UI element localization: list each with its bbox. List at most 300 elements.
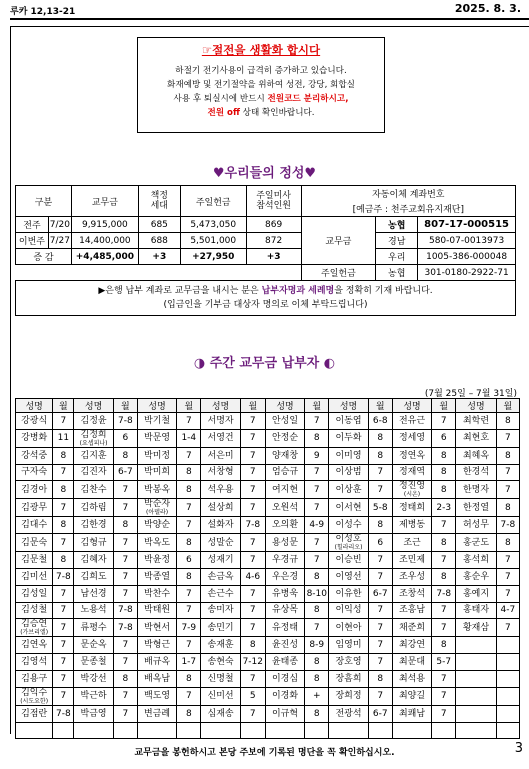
donor-name: 한정열 [456,499,496,517]
account-number: 807-17-000515 [418,217,516,233]
note-text: ▶은행 납부 계좌로 교무금을 내시는 분은 [98,286,262,296]
donor-month [496,654,519,671]
account-bank: 농협 [376,217,418,233]
donor-name: 김점란 [16,705,53,722]
donor-name: 강석중 [16,447,53,464]
donor-month: 7 [53,670,74,687]
col-header-month: 월 [368,399,392,413]
donor-month: 8 [305,602,329,619]
donor-name: 박종열 [137,568,176,585]
donor-month: 7 [240,534,265,552]
offering-note [16,281,516,316]
donor-name: 송민기 [201,619,240,637]
donor-name: 오원석 [265,499,304,517]
donor-name: 임영미 [329,637,368,654]
donor-month: 7 [368,464,392,481]
col-header-name: 성명 [329,399,368,413]
footer-notice: 교무금을 봉헌하시고 본당 주보에 기록된 명단을 꼭 확인하십시오. [134,748,395,758]
donor-month: 7 [432,705,456,722]
donor-name: 장호영 [329,654,368,671]
row-mass: 869 [246,217,301,233]
donor-month: 8 [305,654,329,671]
donor-month: 8 [496,499,519,517]
donor-name: 박미정 [137,447,176,464]
donor-name: 이영선 [329,568,368,585]
donor-month: 7 [53,464,74,481]
donor-month: 8 [496,413,519,430]
donor-month: 7 [240,464,265,481]
header-mass: 주일미사 참석인원 [246,186,301,217]
donor-month: 7 [240,619,265,637]
donor-name [392,722,431,739]
notice-title: ☞절전을 생활화 합시다 [201,43,321,57]
row-total: 14,400,000 [71,233,138,249]
donor-name: 류평수 [74,619,113,637]
donor-name: 김경아 [16,481,53,499]
donor-name: 최양길 [392,687,431,705]
donor-name: 유정태 [265,619,304,637]
donor-month: 8 [177,670,201,687]
donor-name: 박강선 [74,670,113,687]
col-header-month: 월 [496,399,519,413]
donor-name: 최혜옥 [456,447,496,464]
donor-name [456,654,496,671]
col-header-month: 월 [53,399,74,413]
donor-name: 윤태종 [265,654,304,671]
donor-month: 7 [432,552,456,569]
account-number: 580-07-0013973 [418,233,516,249]
donor-month: 8 [432,637,456,654]
account-bank: 농협 [376,265,418,281]
donors-header-row [16,399,520,413]
donor-month: 7 [368,602,392,619]
donor-month: 7 [305,413,329,430]
donor-month: 8 [496,447,519,464]
donor-month: 5-8 [368,499,392,517]
table-row [16,705,520,722]
donor-name: 문종철 [74,654,113,671]
donor-name: 김지훈 [74,447,113,464]
donor-name: 박기철 [137,413,176,430]
donor-month: 8 [432,447,456,464]
row-date: 7/27 [48,233,71,249]
donor-name: 김희도 [74,568,113,585]
donor-month: 7 [177,517,201,534]
donor-name-main: 김익수 [21,687,48,698]
donor-name-main: 정진영 [398,481,426,492]
donor-name: 박현서 [137,619,176,637]
donor-month [496,705,519,722]
notice-line [144,106,378,120]
donor-name: 이승빈 [329,552,368,569]
donor-name: 조우성 [392,568,431,585]
donor-month: 8 [305,429,329,447]
donor-name: 최쾌남 [392,705,431,722]
donor-name: 박근하 [74,687,113,705]
donor-name: 조흥남 [392,602,431,619]
donor-name: 박양순 [137,517,176,534]
donors-section-title: ◑ 주간 교무금 납부자 ◐ [193,356,336,371]
offering-table [15,185,516,316]
donor-month: 7 [53,499,74,517]
donor-month: 7 [53,602,74,619]
donor-month: 1-4 [177,429,201,447]
donor-name: 박윤정 [137,552,176,569]
donor-name: 김영석 [16,654,53,671]
donor-name [137,722,176,739]
table-row [16,447,520,464]
donor-name: 성재기 [201,552,240,569]
note-emphasis: 납부자명과 세례명 [261,286,335,296]
col-header-month: 월 [177,399,201,413]
row-label: 이번주 [16,233,49,249]
donor-month: 8 [177,534,201,552]
donor-month: 7-12 [240,654,265,671]
donor-month: 6 [177,552,201,569]
donor-month: 7 [113,568,137,585]
donor-month: 7 [177,499,201,517]
donor-month: 7-8 [113,602,137,619]
donor-name [201,722,240,739]
donor-name: 김광무 [16,499,53,517]
donor-name-main: 이성호 [335,534,362,545]
donor-month: 8 [177,464,201,481]
donor-month: 7 [53,413,74,430]
donor-name: 김문철 [16,552,53,569]
donor-name: 남선경 [74,585,113,602]
blank-cell [16,265,302,281]
donor-name: 이현아 [329,619,368,637]
account-bank: 경남 [376,233,418,249]
donor-month: 8 [53,517,74,534]
donor-month: 7 [53,619,74,637]
donor-name: 이유한 [329,585,368,602]
header-sunday: 주일헌금 [180,186,246,217]
donor-month: 7 [368,568,392,585]
donor-name: 강광식 [16,413,53,430]
donor-month: 7 [53,534,74,552]
donor-name: 이규혁 [265,705,304,722]
table-row [16,552,520,569]
donor-name: 김하림 [74,499,113,517]
col-header-month: 월 [305,399,329,413]
donor-month: 5-7 [432,654,456,671]
donor-name: 배규옥 [137,654,176,671]
table-row [16,464,520,481]
table-row [16,429,520,447]
donor-month: 7 [113,534,137,552]
donor-month: 8 [113,670,137,687]
table-row [16,413,520,430]
donor-baptismal-name: (시도요한) [20,697,49,705]
donor-name: 이익성 [329,602,368,619]
donor-month [113,722,137,739]
donor-baptismal-name: (가브리엘) [20,629,49,637]
donor-name: 성말순 [201,534,240,552]
donor-name: 박금영 [74,705,113,722]
donor-name: 이경화 [265,687,304,705]
row-total: +4,485,000 [71,249,138,265]
donor-name: 홍순우 [456,568,496,585]
donor-month: 6-7 [368,585,392,602]
notice-body [144,64,378,120]
donor-name: 전광석 [329,705,368,722]
donor-name: 구자숙 [16,464,53,481]
account-group-sunday: 주일헌금 [301,265,376,281]
account-number: 301-0180-2922-71 [418,265,516,281]
donor-month: 6-7 [113,464,137,481]
donor-month: 8 [177,705,201,722]
donor-name: 안성일 [265,413,304,430]
donor-month: 7 [496,619,519,637]
donor-baptismal-name: (요셉피나) [79,439,108,447]
col-header-month: 월 [240,399,265,413]
donor-name: 이경심 [265,670,304,687]
donor-month: 7 [113,585,137,602]
donor-name: 김한경 [74,517,113,534]
donor-name [16,619,53,637]
donor-month: 7 [305,499,329,517]
donor-name: 이미영 [329,447,368,464]
donor-month: 7 [177,602,201,619]
donor-month [496,670,519,687]
donor-name: 우경규 [265,552,304,569]
donor-month: 8 [113,517,137,534]
donor-month: 5 [240,687,265,705]
table-row [16,670,520,687]
donor-month: 8 [305,705,329,722]
col-header-name: 성명 [201,399,240,413]
donor-name: 홍태자 [456,602,496,619]
donor-name: 유병욱 [265,585,304,602]
donor-name: 양재창 [265,447,304,464]
donor-name [456,670,496,687]
donor-month: 7 [240,552,265,569]
donor-month: 7 [177,447,201,464]
donor-name: 서영건 [201,429,240,447]
donor-month: 7 [113,705,137,722]
donor-name: 장희정 [329,687,368,705]
donor-month: 7 [496,568,519,585]
donor-name: 한경석 [456,464,496,481]
donor-name: 설상희 [201,499,240,517]
donor-name: 심재송 [201,705,240,722]
donor-month: 11 [53,429,74,447]
donor-name: 신명철 [201,670,240,687]
power-saving-notice [137,37,385,133]
donor-name: 윤진성 [265,637,304,654]
donor-month: 7-8 [113,619,137,637]
donor-name [329,534,368,552]
donor-month: 7 [305,481,329,499]
donor-name: 홍군도 [456,534,496,552]
table-row [16,654,520,671]
donor-name [456,705,496,722]
note-line [18,284,513,298]
donor-month: 8 [432,481,456,499]
donor-name: 석우용 [201,481,240,499]
header-gospel-ref: 루카 12,13-21 [10,7,76,17]
donor-name: 최석용 [392,670,431,687]
donor-month: 7 [496,552,519,569]
row-sunday: +27,950 [180,249,246,265]
donor-month: 6-8 [368,413,392,430]
donor-name: 신미선 [201,687,240,705]
donor-name [456,637,496,654]
table-row [16,722,520,739]
donor-month: 7-8 [432,585,456,602]
donor-month: 7 [53,637,74,654]
donor-name: 여지현 [265,481,304,499]
donor-month: 8 [53,447,74,464]
donor-name: 정재역 [392,464,431,481]
donor-month [240,722,265,739]
donor-name [392,481,431,499]
notice-line: 하절기 전기사용이 급격히 증가하고 있습니다. [175,66,347,76]
donor-name: 설화자 [201,517,240,534]
donor-month: 8 [53,481,74,499]
col-header-name: 성명 [16,399,53,413]
donor-month: 7 [368,552,392,569]
donor-month: 7 [432,413,456,430]
donor-name: 박태원 [137,602,176,619]
donor-name: 김성일 [16,585,53,602]
donor-month: 7 [177,585,201,602]
donor-name: 한명자 [456,481,496,499]
donor-name: 박봉옥 [137,481,176,499]
donor-name: 김미선 [16,568,53,585]
donor-month: 9 [305,447,329,464]
donor-name: 송현숙 [201,654,240,671]
row-date: 7/20 [48,217,71,233]
donor-baptismal-name: (시온) [403,491,421,499]
row-sunday: 5,473,050 [180,217,246,233]
donor-name: 유상목 [265,602,304,619]
donor-month: 7 [305,552,329,569]
donor-name: 강병화 [16,429,53,447]
donor-month: 7 [368,687,392,705]
donor-month: 7 [496,464,519,481]
header-total: 교무금 [71,186,138,217]
donor-month: 8 [368,670,392,687]
notice-emphasis: 전원 off [207,108,240,118]
donor-month: 7 [113,687,137,705]
donor-month: 8 [368,517,392,534]
col-header-name: 성명 [74,399,113,413]
note-line: (입금인을 기부금 대상자 명의로 이체 부탁드립니다) [163,300,368,310]
donor-month: 8 [305,568,329,585]
donor-month: 7 [368,619,392,637]
donor-name: 안정순 [265,429,304,447]
col-header-month: 월 [113,399,137,413]
donor-month: 7 [240,602,265,619]
donor-month: 7 [240,499,265,517]
donor-month: 7 [368,637,392,654]
donor-name: 손금옥 [201,568,240,585]
donor-name: 우은경 [265,568,304,585]
donor-name [16,722,53,739]
donor-month: 7-8 [496,517,519,534]
donor-name: 김대수 [16,517,53,534]
notice-text: 상태 확인바랍니다. [239,108,315,118]
donor-month: 8 [496,534,519,552]
donor-name: 송재훈 [201,637,240,654]
col-header-month: 월 [432,399,456,413]
donor-name [456,687,496,705]
donor-name: 최현호 [456,429,496,447]
header-holder: [예금주 : 천주교회유지재단] [301,201,515,217]
donor-name: 백도영 [137,687,176,705]
donor-name: 황재삼 [456,619,496,637]
row-registered: 685 [138,217,180,233]
notice-emphasis: 전원코드 분리하시고, [267,94,349,104]
donor-name: 정연옥 [392,447,431,464]
donor-month: 2-3 [432,499,456,517]
donor-month: 8 [368,447,392,464]
donor-name: 배옥남 [137,670,176,687]
donor-month: 7 [240,413,265,430]
col-header-name: 성명 [137,399,176,413]
donor-name: 조민제 [392,552,431,569]
donor-name: 최문대 [392,654,431,671]
header-rule [10,18,529,20]
donor-month: 7 [496,429,519,447]
donor-month: 8-10 [305,585,329,602]
donor-month: 7 [113,637,137,654]
donors-period: (7월 25일 – 7월 31일) [424,389,517,399]
donor-month [305,722,329,739]
donor-month: 7 [113,481,137,499]
donor-month: 7 [432,687,456,705]
donor-name: 조근 [392,534,431,552]
donor-month: 7-8 [53,568,74,585]
donor-baptismal-name: (힐라리오) [334,544,363,552]
header-transfer: 자동이체 계좌번호 [301,186,515,202]
table-row [16,534,520,552]
donor-month: 7 [53,687,74,705]
donor-name [329,722,368,739]
donor-month: 7 [240,447,265,464]
donor-name: 문순옥 [74,637,113,654]
notice-line: 화재예방 및 전기절약을 위하여 성전, 강당, 회합실 [167,80,355,90]
donor-month: 7 [305,464,329,481]
page-number: 3 [514,741,523,756]
donor-name: 김찬수 [74,481,113,499]
donor-name [74,429,113,447]
donor-name: 서명자 [201,413,240,430]
col-header-name: 성명 [392,399,431,413]
donor-month [496,722,519,739]
donor-month [53,722,74,739]
donor-name: 이상훈 [329,481,368,499]
donor-name: 김연옥 [16,637,53,654]
donor-name: 전유근 [392,413,431,430]
donor-name: 홍석희 [456,552,496,569]
note-text: 을 정확히 기재 바랍니다. [334,286,433,296]
donor-month: 8 [240,637,265,654]
donor-month: 7 [177,687,201,705]
donor-baptismal-name: (아델라) [146,509,169,517]
table-row [16,481,520,499]
row-label: 전주 [16,217,49,233]
donor-name: 이두화 [329,429,368,447]
donor-name: 박형근 [137,637,176,654]
donor-month: 7 [240,429,265,447]
col-header-name: 성명 [265,399,304,413]
donor-month: 7 [177,413,201,430]
col-header-name: 성명 [456,399,496,413]
donor-month: 7 [368,481,392,499]
